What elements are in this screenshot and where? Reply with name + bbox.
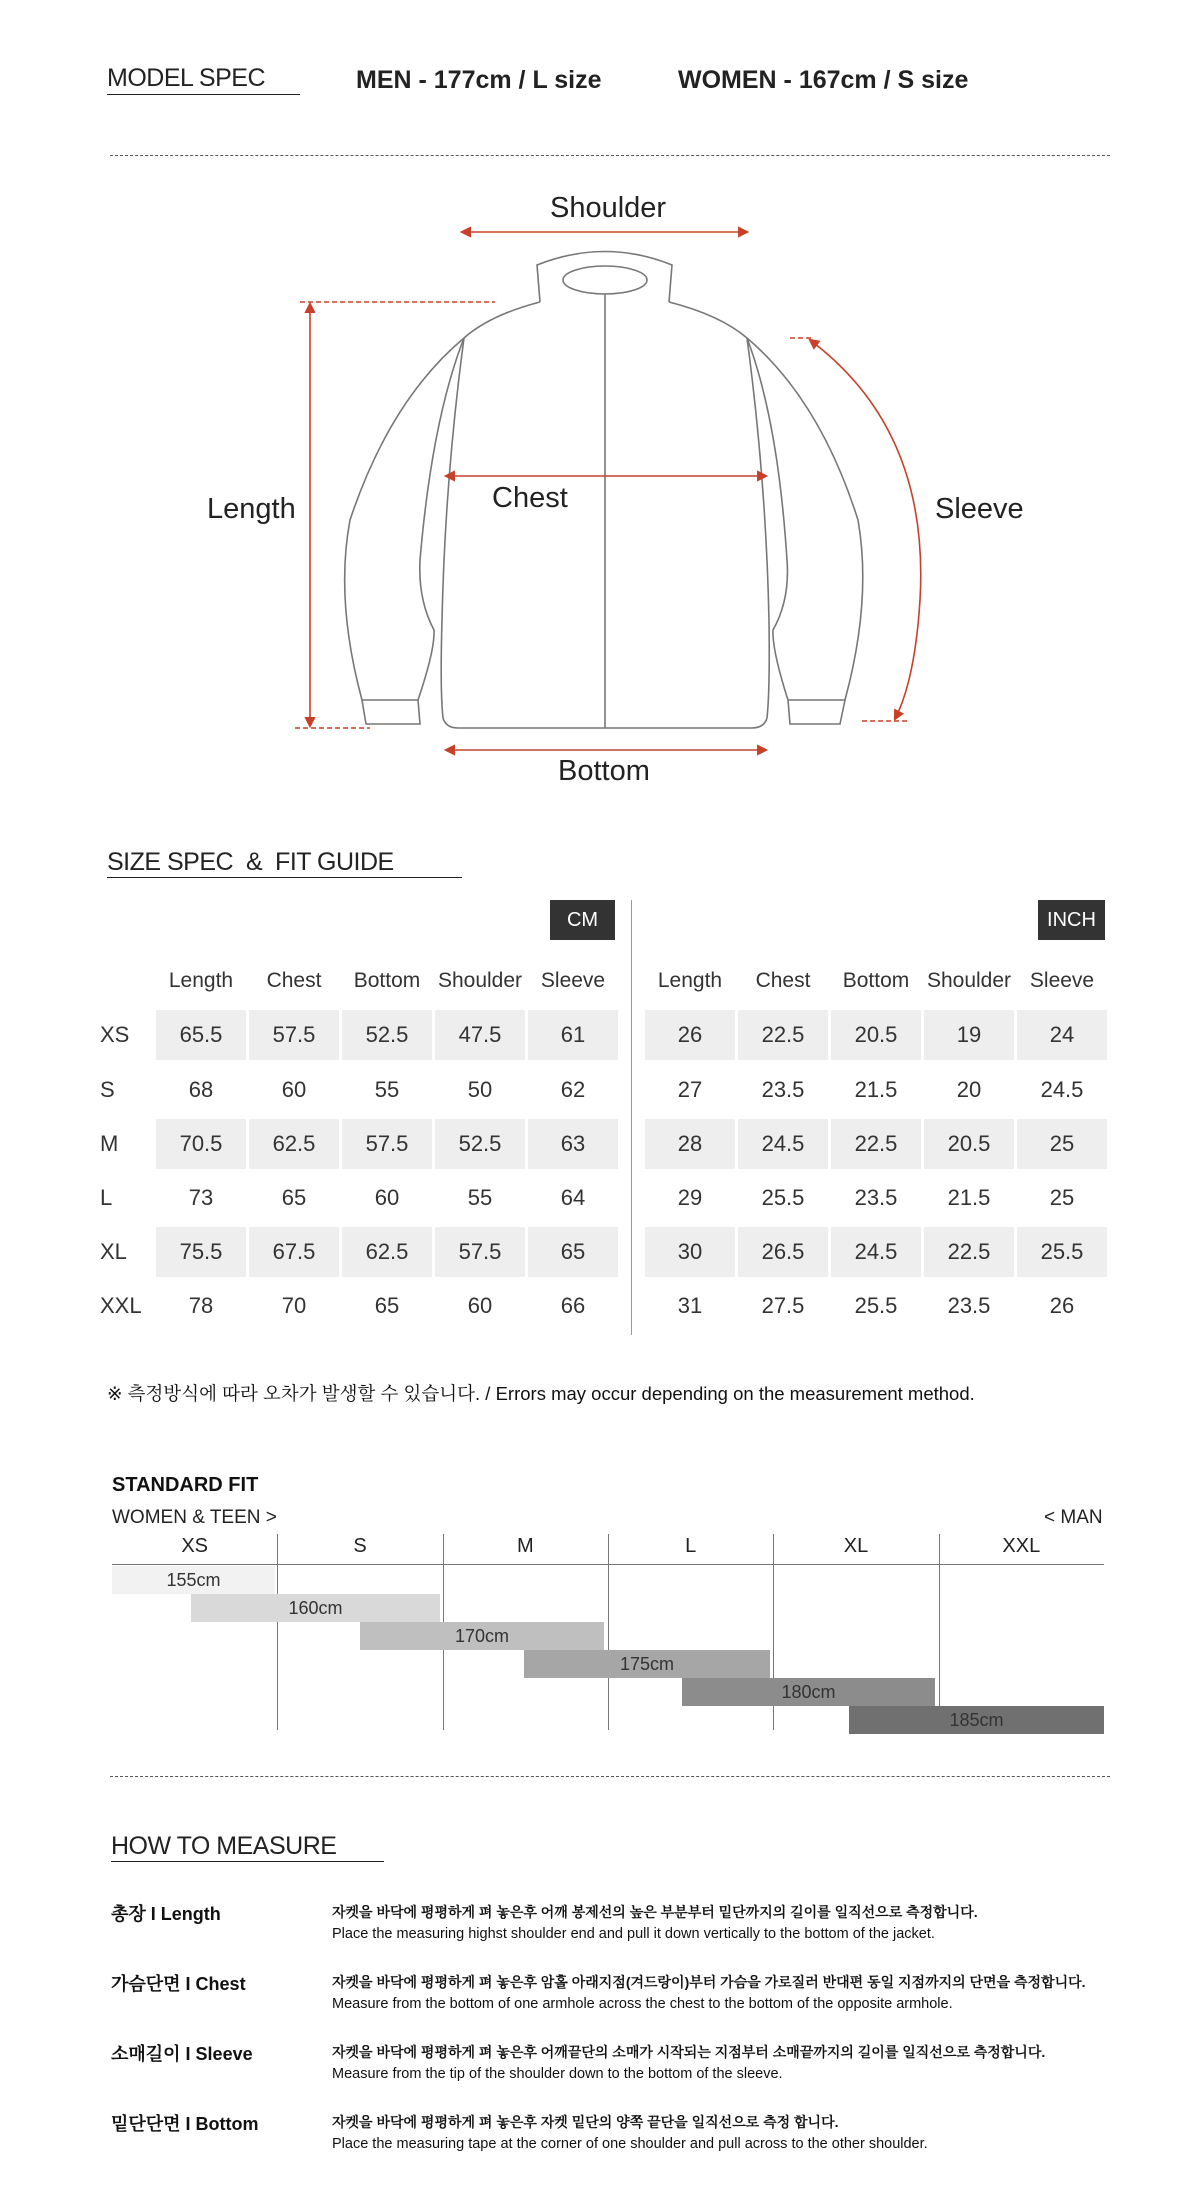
cm-cell: 65 [374,1293,400,1318]
inch-cell: 25.5 [854,1293,898,1318]
cm-cell: 60 [467,1293,493,1318]
man-label: < MAN [1044,1507,1103,1528]
cm-cell: 67.5 [249,1227,339,1277]
inch-cell: 26.5 [738,1227,828,1277]
inch-cell: 24.5 [1040,1077,1084,1102]
fit-size-label: XS [181,1535,208,1557]
cm-cell: 62 [560,1077,586,1102]
cm-cell: 61 [528,1010,618,1060]
cm-cell: 73 [188,1185,214,1210]
inch-col-header: Length [657,969,723,992]
how-to-measure-underline [111,1861,384,1862]
inch-cell: 31 [677,1293,703,1318]
measure-item-korean: 자켓을 바닥에 평평하게 펴 놓은후 어깨끝단의 소매가 시작되는 지점부터 소매끝까지의 길이를 일직선으로 측정합니다. [332,2044,1046,2060]
label-chest: Chest [492,482,568,514]
inch-col-header: Sleeve [1029,969,1095,992]
divider-top [110,155,1110,156]
inch-cell: 29 [677,1185,703,1210]
cm-cell: 65.5 [156,1010,246,1060]
label-length: Length [207,493,296,525]
fit-column-divider [277,1534,278,1730]
cm-cell: 70 [281,1293,307,1318]
measure-item-english: Measure from the tip of the shoulder down to the bottom of the sleeve. [332,2066,783,2082]
fit-size-label: L [685,1535,697,1557]
inch-cell: 20.5 [831,1010,921,1060]
cm-cell: 55 [467,1185,493,1210]
cm-cell: 55 [374,1077,400,1102]
fit-height-bar: 175cm [524,1650,770,1678]
cm-col-header: Sleeve [540,969,606,992]
cm-cell: 75.5 [156,1227,246,1277]
measure-item-korean: 자켓을 바닥에 평평하게 펴 놓은후 어깨 봉제선의 높은 부분부터 밑단까지의 길이를 일직선으로 측정합니다. [332,1904,978,1920]
model-spec-label: MODEL SPEC [107,64,266,92]
inch-cell: 27.5 [761,1293,805,1318]
cm-cell: 47.5 [435,1010,525,1060]
fit-column-divider [939,1534,940,1730]
cm-cell: 57.5 [435,1227,525,1277]
measure-item-title: 총장 I Length [111,1904,221,1924]
inch-cell: 25.5 [1017,1227,1107,1277]
inch-cell: 28 [645,1119,735,1169]
inch-cell: 25.5 [761,1185,805,1210]
inch-cell: 24.5 [738,1119,828,1169]
jacket-outline [345,252,863,729]
cm-cell: 66 [560,1293,586,1318]
measurement-lines [295,232,921,750]
cm-col-header: Length [168,969,234,992]
measure-item-korean: 자켓을 바닥에 평평하게 펴 놓은후 암홀 아래지점(겨드랑이)부터 가슴을 가로질러 반대편 동일 지점까지의 단면을 측정합니다. [332,1974,1086,1990]
measure-item-title: 가슴단면 I Chest [111,1974,246,1994]
measurement-note: ※ 측정방식에 따라 오차가 발생할 수 있습니다. / Errors may occur depending on the measurement method. [107,1383,975,1404]
cm-cell: 57.5 [249,1010,339,1060]
inch-cell: 30 [645,1227,735,1277]
cm-col-header: Bottom [353,969,421,992]
model-spec-men: MEN - 177cm / L size [356,66,602,94]
label-shoulder: Shoulder [550,192,667,224]
inch-cell: 24.5 [831,1227,921,1277]
size-row-label: S [100,1077,115,1102]
cm-col-header: Shoulder [437,969,523,992]
cm-cell: 57.5 [342,1119,432,1169]
inch-cell: 20.5 [924,1119,1014,1169]
cm-cell: 62.5 [249,1119,339,1169]
size-spec-underline [107,877,462,878]
size-row-label: XS [100,1022,130,1047]
inch-cell: 25 [1049,1185,1075,1210]
inch-col-header: Chest [755,969,811,992]
inch-cell: 21.5 [854,1077,898,1102]
inch-cell: 22.5 [924,1227,1014,1277]
measure-item-korean: 자켓을 바닥에 평평하게 펴 놓은후 자켓 밑단의 양쪽 끝단을 일직선으로 측정 합니다. [332,2114,839,2130]
fit-size-label: XL [843,1535,869,1557]
model-spec-women: WOMEN - 167cm / S size [678,66,969,94]
cm-cell: 60 [374,1185,400,1210]
size-row-label: M [100,1131,119,1156]
inch-cell: 23.5 [761,1077,805,1102]
inch-cell: 27 [677,1077,703,1102]
inch-cell: 22.5 [738,1010,828,1060]
measure-item-english: Place the measuring tape at the corner of one shoulder and pull across to the other shoulder. [332,2136,928,2152]
how-to-measure-title: HOW TO MEASURE [111,1832,337,1860]
cm-cell: 78 [188,1293,214,1318]
inch-cell: 21.5 [947,1185,991,1210]
size-row-label: XXL [100,1293,142,1318]
cm-cell: 64 [560,1185,586,1210]
fit-height-bar: 160cm [191,1594,440,1622]
inch-col-header: Bottom [842,969,910,992]
table-divider [631,900,632,1335]
fit-size-label: M [516,1535,534,1557]
inch-cell: 26 [1049,1293,1075,1318]
cm-cell: 65 [281,1185,307,1210]
measure-item-english: Measure from the bottom of one armhole across the chest to the bottom of the opposite armhole. [332,1996,953,2012]
inch-cell: 25 [1017,1119,1107,1169]
inch-cell: 26 [645,1010,735,1060]
cm-cell: 62.5 [342,1227,432,1277]
inch-cell: 23.5 [947,1293,991,1318]
model-spec-underline [107,94,300,95]
measure-item-english: Place the measuring highst shoulder end and pull it down vertically to the bottom of the jacket. [332,1926,935,1942]
inch-cell: 24 [1017,1010,1107,1060]
size-row-label: XL [100,1239,127,1264]
label-bottom: Bottom [558,755,650,787]
inch-cell: 19 [924,1010,1014,1060]
standard-fit-title: STANDARD FIT [112,1474,259,1496]
size-row-label: L [100,1185,113,1210]
measure-item-title: 밑단단면 I Bottom [111,2114,259,2134]
cm-cell: 60 [281,1077,307,1102]
fit-height-bar: 170cm [360,1622,604,1650]
measure-item-title: 소매길이 I Sleeve [111,2044,253,2064]
cm-cell: 52.5 [342,1010,432,1060]
inch-cell: 20 [956,1077,982,1102]
fit-height-bar: 180cm [682,1678,935,1706]
cm-badge: CM [550,900,615,940]
fit-size-label: S [353,1535,367,1557]
cm-col-header: Chest [266,969,322,992]
inch-cell: 22.5 [831,1119,921,1169]
women-teen-label: WOMEN & TEEN > [112,1507,277,1528]
cm-cell: 50 [467,1077,493,1102]
inch-col-header: Shoulder [926,969,1012,992]
inch-cell: 23.5 [854,1185,898,1210]
cm-cell: 52.5 [435,1119,525,1169]
fit-height-bar: 155cm [112,1566,275,1594]
label-sleeve: Sleeve [935,493,1024,525]
cm-cell: 65 [528,1227,618,1277]
jacket-diagram [150,180,1050,800]
inch-badge: INCH [1038,900,1105,940]
fit-height-bar: 185cm [849,1706,1104,1734]
divider-bottom [110,1776,1110,1777]
fit-size-label: XXL [1002,1535,1041,1557]
cm-cell: 63 [528,1119,618,1169]
fit-column-divider [608,1534,609,1730]
cm-cell: 70.5 [156,1119,246,1169]
size-spec-title: SIZE SPEC & FIT GUIDE [107,848,394,876]
cm-cell: 68 [188,1077,214,1102]
